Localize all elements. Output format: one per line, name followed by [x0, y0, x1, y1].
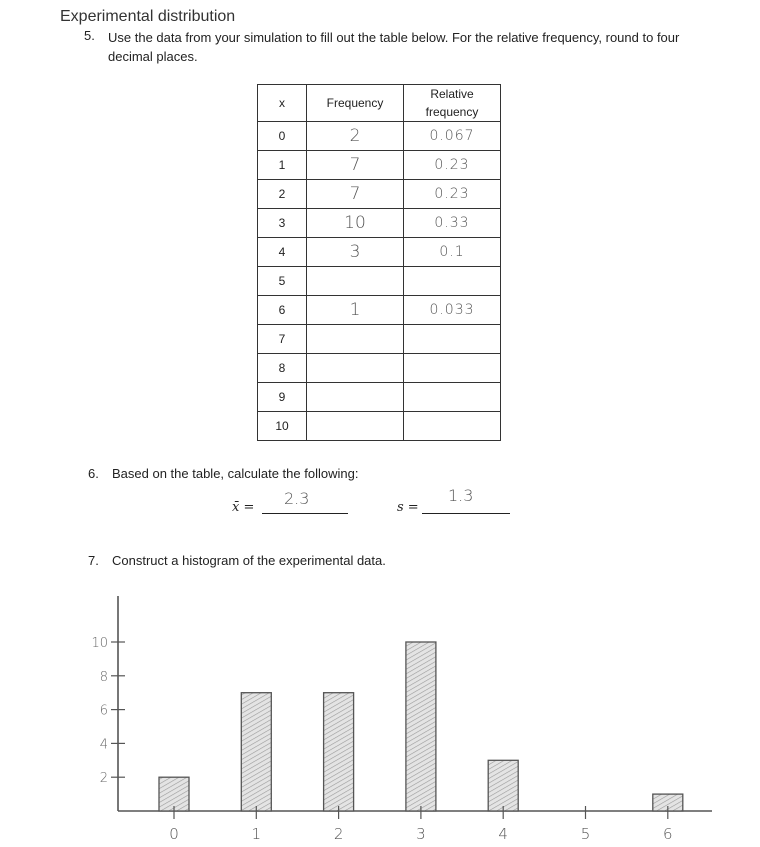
cell-relative-frequency: 0.23 [404, 180, 501, 209]
cell-x: 8 [258, 354, 307, 383]
mean-value: 2.3 [284, 489, 310, 508]
cell-x: 5 [258, 267, 307, 296]
cell-frequency [307, 354, 404, 383]
cell-x: 9 [258, 383, 307, 412]
table-row [258, 267, 501, 296]
cell-x: 3 [258, 209, 307, 238]
question-6-number: 6. [88, 466, 99, 481]
x-tick-label: 4 [498, 825, 508, 843]
cell-relative-frequency: 0.33 [404, 209, 501, 238]
cell-relative-frequency [404, 412, 501, 441]
question-7-text: Construct a histogram of the experimental data. [112, 553, 386, 568]
cell-frequency: 7 [307, 151, 404, 180]
table-row [258, 122, 501, 151]
frequency-table [257, 84, 501, 441]
histogram-bar [241, 693, 271, 811]
header-relative-line2: frequency [425, 105, 479, 119]
cell-relative-frequency: 0.033 [404, 296, 501, 325]
cell-frequency: 1 [307, 296, 404, 325]
cell-relative-frequency: 0.23 [404, 151, 501, 180]
histogram-bar [324, 693, 354, 811]
cell-relative-frequency: 0.1 [404, 238, 501, 267]
histogram-bar [488, 760, 518, 811]
y-tick-label: 6 [99, 703, 108, 719]
x-tick-label: 0 [169, 825, 179, 843]
x-tick-label: 1 [251, 825, 262, 843]
header-x: x [258, 85, 307, 122]
table-row [258, 209, 501, 238]
cell-frequency [307, 325, 404, 354]
cell-relative-frequency [404, 354, 501, 383]
cell-frequency: 3 [307, 238, 404, 267]
cell-frequency: 10 [307, 209, 404, 238]
mean-label: x̄ = [232, 500, 255, 515]
cell-x: 7 [258, 325, 307, 354]
cell-frequency [307, 267, 404, 296]
question-7-number: 7. [88, 553, 99, 568]
y-tick-label: 4 [99, 737, 108, 753]
table-row [258, 354, 501, 383]
cell-x: 10 [258, 412, 307, 441]
x-tick-label: 2 [333, 825, 344, 843]
x-tick-label: 3 [416, 825, 426, 843]
table-header-row [258, 85, 501, 122]
header-frequency: Frequency [307, 85, 404, 122]
table-row [258, 180, 501, 209]
cell-relative-frequency [404, 325, 501, 354]
cell-relative-frequency [404, 383, 501, 412]
y-tick-label: 2 [99, 771, 108, 787]
x-tick-label: 6 [663, 825, 673, 843]
header-relative-line1: Relative [430, 87, 474, 101]
table-row [258, 383, 501, 412]
question-5-number: 5. [84, 28, 95, 43]
table-row [258, 412, 501, 441]
cell-x: 1 [258, 151, 307, 180]
y-tick-label: 8 [99, 669, 108, 685]
question-6-text: Based on the table, calculate the following: [112, 466, 359, 481]
header-relative-frequency [404, 85, 501, 122]
table-body [258, 122, 501, 441]
mean-answer-line [262, 513, 348, 514]
histogram-bar [406, 642, 436, 811]
table-row [258, 296, 501, 325]
cell-x: 0 [258, 122, 307, 151]
sd-answer-line [422, 513, 510, 514]
section-title: Experimental distribution [60, 8, 236, 25]
cell-frequency: 7 [307, 180, 404, 209]
table-row [258, 238, 501, 267]
table-row [258, 151, 501, 180]
sd-label: s = [397, 500, 419, 515]
cell-frequency [307, 383, 404, 412]
histogram-chart [0, 580, 760, 847]
cell-frequency: 2 [307, 122, 404, 151]
cell-frequency [307, 412, 404, 441]
sd-value: 1.3 [448, 486, 474, 505]
x-tick-label: 5 [580, 825, 591, 843]
cell-relative-frequency: 0.067 [404, 122, 501, 151]
cell-x: 4 [258, 238, 307, 267]
cell-x: 6 [258, 296, 307, 325]
question-5-text: Use the data from your simulation to fill out the table below. For the relative frequency, round to four decimal places. [108, 30, 680, 64]
cell-relative-frequency [404, 267, 501, 296]
table-row [258, 325, 501, 354]
y-tick-label: 10 [91, 636, 108, 651]
histogram-bar [159, 777, 189, 811]
cell-x: 2 [258, 180, 307, 209]
